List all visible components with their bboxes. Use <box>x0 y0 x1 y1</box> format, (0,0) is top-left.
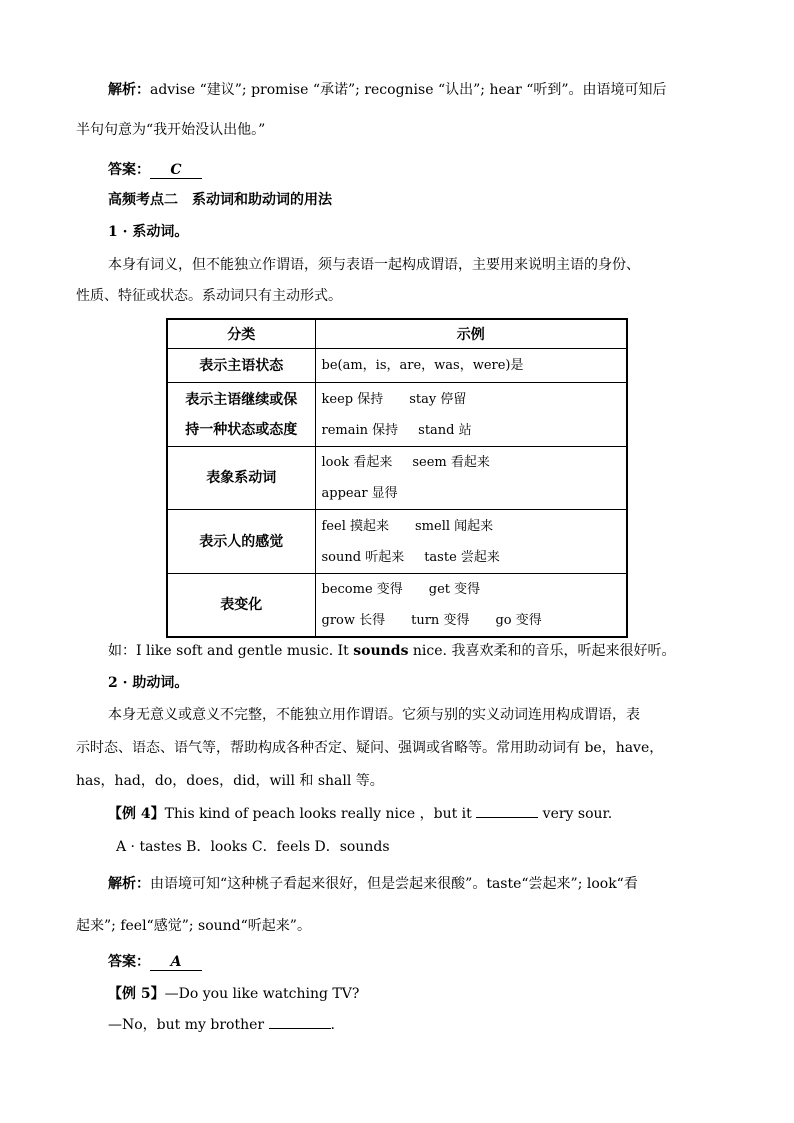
example-sentence-post: nice. 我喜欢柔和的音乐，听起来很好听。 <box>408 643 676 659</box>
example-4-options: A · tastes B．looks C．feels D．sounds <box>116 839 390 855</box>
table-row <box>167 574 627 638</box>
table-cell-examples <box>315 383 627 447</box>
table-cell-category <box>167 574 315 638</box>
table-header-category: 分类 <box>167 319 315 349</box>
analysis-label: 解析： <box>108 82 150 98</box>
subsection-1-desc-2: 性质、特征或状态。系动词只有主动形式。 <box>76 288 342 304</box>
linking-verb-table <box>166 318 628 638</box>
example-text: seem 看起来 <box>412 455 490 470</box>
table-cell-examples <box>315 574 627 638</box>
answer-value: C <box>150 162 202 179</box>
table-cell-category <box>167 510 315 574</box>
example-5-q: —Do you like watching TV? <box>164 986 360 1002</box>
analysis-2-label: 解析： <box>108 876 150 892</box>
table-header-examples: 示例 <box>315 319 627 349</box>
example-text: feel 摸起来 <box>321 518 389 534</box>
table-cell-examples <box>315 349 627 383</box>
table-header-row <box>167 319 627 349</box>
answer-2-value: A <box>150 954 202 971</box>
analysis-line-1 <box>108 80 667 100</box>
example-4-text-post: very sour. <box>538 806 613 822</box>
analysis-2-line-1 <box>108 874 638 894</box>
example-text: stand 站 <box>418 422 472 438</box>
example-4-question <box>108 804 612 824</box>
example-text: remain 保持 <box>321 422 399 438</box>
subsection-2-desc-1: 本身无意义或意义不完整，不能独立用作谓语。它须与别的实义动词连用构成谓语，表 <box>108 707 640 723</box>
category-text: 表示人的感觉 <box>199 533 284 550</box>
example-text: sound 听起来 <box>321 549 405 565</box>
analysis-text-1: advise “建议”; promise “承诺”; recognise “认出”; hear “听到”。由语境可知后 <box>150 82 667 98</box>
example-5-label: 【例 5】 <box>108 986 165 1002</box>
example-text: grow 长得 <box>321 613 386 628</box>
table-cell-examples <box>315 510 627 574</box>
example-text: smell 闻起来 <box>415 518 494 534</box>
subsection-2-title: 2 · 助动词。 <box>108 675 189 691</box>
table-row <box>167 510 627 574</box>
answer-line-2 <box>108 952 202 972</box>
example-5-question <box>108 984 359 1004</box>
example-5-answer-post: . <box>330 1017 335 1033</box>
example-4-label: 【例 4】 <box>108 806 165 822</box>
answer-label: 答案： <box>108 162 150 178</box>
analysis-2-text-1: 由语境可知“这种桃子看起来很好，但是尝起来很酸”。taste“尝起来”; look“看 <box>150 876 638 892</box>
subsection-1-title: 1 · 系动词。 <box>108 224 189 240</box>
example-5-answer-pre: —No，but my brother <box>108 1017 269 1033</box>
example-sentence-bold: sounds <box>353 643 409 659</box>
answer-2-label: 答案： <box>108 954 150 970</box>
example-text: look 看起来 <box>321 455 393 470</box>
category-text: 表变化 <box>220 597 263 613</box>
answer-blank <box>269 1016 331 1029</box>
table-cell-category <box>167 447 315 510</box>
answer-line-1 <box>108 160 202 180</box>
table-cell-category <box>167 383 315 447</box>
category-text: 表示主语继续或保 <box>185 391 298 408</box>
example-text: get 变得 <box>428 582 481 597</box>
example-text: appear 显得 <box>321 486 398 501</box>
example-text: turn 变得 <box>411 613 470 628</box>
section-title: 高频考点二 系动词和助动词的用法 <box>108 192 332 208</box>
subsection-2-desc-3: has，had，do，does，did，will 和 shall 等。 <box>76 773 384 789</box>
example-4-text-pre: This kind of peach looks really nice ，but it <box>164 806 477 822</box>
example-text: keep 保持 <box>321 391 384 407</box>
example-text: stay 停留 <box>409 391 467 407</box>
example-sentence <box>108 641 675 661</box>
table-cell-examples <box>315 447 627 510</box>
table-cell-category <box>167 349 315 383</box>
example-text: go 变得 <box>495 613 542 628</box>
analysis-line-2: 半句句意为“我开始没认出他。” <box>76 122 266 138</box>
table-row <box>167 383 627 447</box>
table-row <box>167 447 627 510</box>
table-row <box>167 349 627 383</box>
example-text: taste 尝起来 <box>424 549 500 565</box>
subsection-1-desc-1: 本身有词义，但不能独立作谓语，须与表语一起构成谓语，主要用来说明主语的身份、 <box>108 257 640 273</box>
category-text: 持一种状态或态度 <box>185 421 298 438</box>
category-text: 表示主语状态 <box>199 357 284 374</box>
analysis-2-line-2: 起来”; feel“感觉”; sound“听起来”。 <box>76 918 311 934</box>
example-text: be(am，is，are，was，were)是 <box>321 358 524 373</box>
example-5-answer <box>108 1015 335 1035</box>
subsection-2-desc-2: 示时态、语态、语气等，帮助构成各种否定、疑问、强调或省略等。常用助动词有 be，have， <box>76 740 664 756</box>
category-text: 表象系动词 <box>206 470 277 486</box>
answer-blank <box>476 805 538 818</box>
example-text: become 变得 <box>321 582 403 597</box>
example-sentence-pre: 如：I like soft and gentle music. It <box>108 643 354 659</box>
